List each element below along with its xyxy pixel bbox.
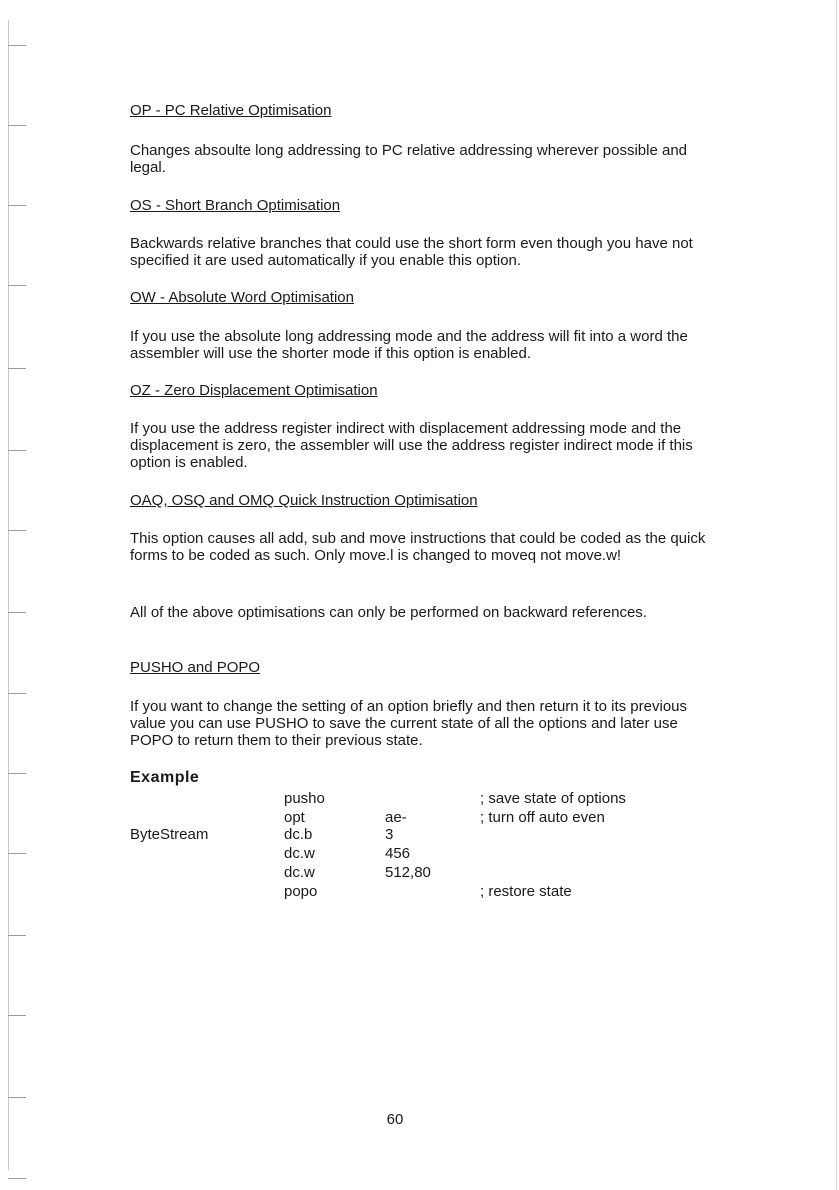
binder-mark bbox=[8, 1015, 26, 1016]
section-body-quick: This option causes all add, sub and move instructions that could be coded as the quick forms to be coded as such. Only move.l is changed to moveq not move.w! bbox=[130, 530, 706, 564]
section-body-op: Changes absoulte long addressing to PC relative addressing wherever possible and legal. bbox=[130, 142, 688, 176]
page-edge bbox=[836, 0, 837, 1190]
optimisation-note: All of the above optimisations can only be performed on backward references. bbox=[130, 604, 647, 621]
code-op: pusho bbox=[284, 790, 325, 807]
code-arg: 456 bbox=[385, 845, 411, 862]
code-op: dc.w bbox=[284, 864, 315, 881]
code-comment: ; turn off auto even bbox=[480, 809, 605, 826]
binder-mark bbox=[8, 125, 26, 126]
code-arg: 512,80 bbox=[385, 864, 431, 881]
page-number: 60 bbox=[386, 1111, 404, 1128]
code-op: dc.b bbox=[284, 826, 313, 843]
section-heading-ow: OW - Absolute Word Optimisation bbox=[130, 289, 354, 306]
binder-edge-line bbox=[8, 20, 9, 1170]
code-comment: ; restore state bbox=[480, 883, 572, 900]
code-op: opt bbox=[284, 809, 305, 826]
binder-mark bbox=[8, 530, 26, 531]
section-body-ow: If you use the absolute long addressing mode and the address will fit into a word the assembler will use the shorter mode if this option is enabled. bbox=[130, 328, 688, 362]
binder-mark bbox=[8, 693, 26, 694]
binder-mark bbox=[8, 935, 26, 936]
binder-mark bbox=[8, 773, 26, 774]
binder-mark bbox=[8, 612, 26, 613]
code-row bbox=[130, 826, 730, 845]
section-heading-op: OP - PC Relative Optimisation bbox=[130, 102, 332, 119]
binder-mark bbox=[8, 1178, 26, 1179]
code-op: popo bbox=[284, 883, 318, 900]
code-row bbox=[130, 883, 730, 902]
code-label: ByteStream bbox=[130, 826, 209, 843]
example-title: Example bbox=[130, 769, 200, 786]
section-heading-os: OS - Short Branch Optimisation bbox=[130, 197, 341, 214]
binder-mark bbox=[8, 45, 26, 46]
code-comment: ; save state of options bbox=[480, 790, 626, 807]
binder-mark bbox=[8, 368, 26, 369]
section-body-pusho: If you want to change the setting of an option briefly and then return it to its previous value you can use PUSHO to save the current state of all the options and later use POPO to return them to their previous state. bbox=[130, 698, 688, 749]
code-op: dc.w bbox=[284, 845, 315, 862]
binder-mark bbox=[8, 450, 26, 451]
section-heading-oz: OZ - Zero Displacement Optimisation bbox=[130, 382, 378, 399]
code-row bbox=[130, 864, 730, 883]
code-arg: ae- bbox=[385, 809, 407, 826]
section-heading-quick: OAQ, OSQ and OMQ Quick Instruction Optimisation bbox=[130, 492, 478, 509]
binder-mark bbox=[8, 205, 26, 206]
code-row bbox=[130, 845, 730, 864]
section-heading-pusho: PUSHO and POPO bbox=[130, 659, 261, 676]
code-arg: 3 bbox=[385, 826, 394, 843]
code-row bbox=[130, 790, 730, 809]
binder-mark bbox=[8, 853, 26, 854]
binder-mark bbox=[8, 1097, 26, 1098]
section-body-os: Backwards relative branches that could use the short form even though you have not specified it are used automatically if you enable this option. bbox=[130, 235, 693, 269]
section-body-oz: If you use the address register indirect with displacement addressing mode and the displacement is zero, the assembler will use the address register indirect mode if this option is enabled. bbox=[130, 420, 693, 471]
binder-mark bbox=[8, 285, 26, 286]
